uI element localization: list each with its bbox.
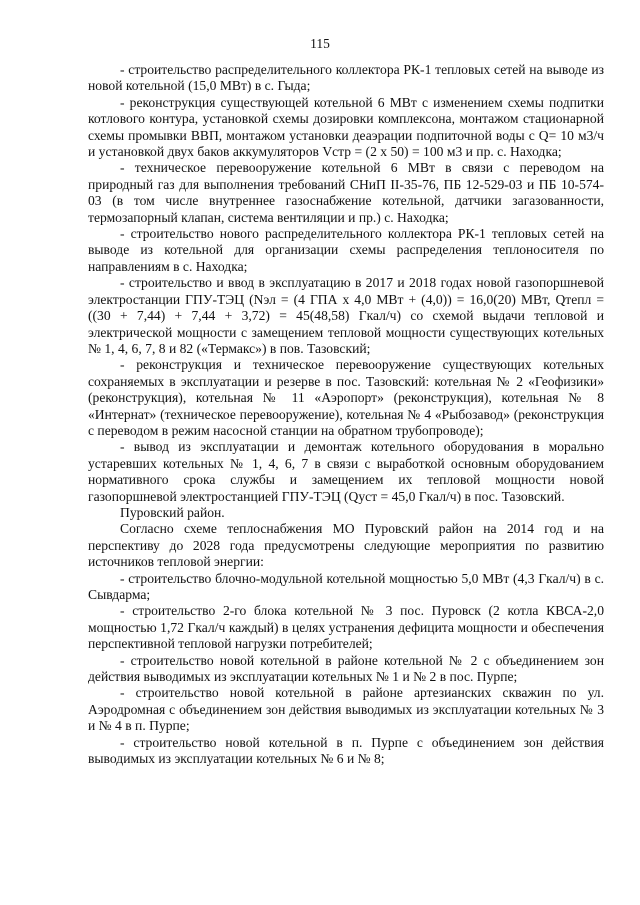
paragraph-14: - строительство новой котельной в п. Пурпе с объединением зон действия выводимых из эксплуатации котельных № 6 и № 8;	[88, 734, 604, 767]
paragraph-5: - строительство и ввод в эксплуатацию в 2017 и 2018 годах новой газопоршневой электростанции ГПУ-ТЭЦ (Nэл = (4 ГПА х 4,0 МВт + (4,0)) = 16,0(20) МВт, Qтепл = ((30 + 7,44) + 7,44 + 3,72) = 45(48,58) Гкал/ч) со схемой выдачи тепловой и электрической мощности с замещением тепловой мощности существующих котельных № 1, 4, 6, 7, 8 и 82 («Термакс») в пов. Тазовский;	[88, 275, 604, 356]
page-number: 115	[310, 36, 330, 51]
paragraph-13: - строительство новой котельной в районе артезианских скважин по ул. Аэродромная с объединением зон действия выводимых из эксплуатации котельных № 3 и № 4 в п. Пурпе;	[88, 685, 604, 734]
paragraph-11: - строительство 2-го блока котельной № 3 пос. Пуровск (2 котла КВСА-2,0 мощностью 1,72 Гкал/ч каждый) в целях устранения дефицита мощности и обеспечения перспективной тепловой нагрузки потребителей;	[88, 603, 604, 652]
paragraph-1: - строительство распределительного коллектора РК-1 тепловых сетей на выводе из новой котельной (15,0 МВт) в с. Гыда;	[88, 62, 604, 94]
document-body	[88, 62, 604, 767]
paragraph-9: Согласно схеме теплоснабжения МО Пуровский район на 2014 год и на перспективу до 2028 года предусмотрены следующие мероприятия по развитию источников тепловой энергии:	[88, 521, 604, 570]
paragraph-4: - строительство нового распределительного коллектора РК-1 тепловых сетей на выводе из котельной для организации схемы распределения теплоносителя по направлениям в с. Находка;	[88, 226, 604, 274]
paragraph-6: - реконструкция и техническое перевооружение существующих котельных сохраняемых в эксплуатации и резерве в пос. Тазовский: котельная № 2 «Геофизики» (реконструкция), котельная № 11 «Аэропорт» (реконструкция), котельная № 8 «Интернат» (техническое перевооружение), котельная № 4 «Рыбозавод» (реконструкция с переводом в режим насосной станции на обратном трубопроводе);	[88, 357, 604, 438]
paragraph-2: - реконструкция существующей котельной 6 МВт с изменением схемы подпитки котлового контура, установкой схемы дозировки комплексона, монтажом стационарной схемы промывки ВВП, монтажом установки деаэрации подпиточной воды с Q= 10 м3/ч и установкой двух баков аккумуляторов Vстр = (2 х 50) = 100 м3 и пр. с. Находка;	[88, 94, 604, 160]
paragraph-12: - строительство новой котельной в районе котельной № 2 с объединением зон действия выводимых из эксплуатации котельных № 1 и № 2 в пос. Пурпе;	[88, 652, 604, 685]
paragraph-3: - техническое перевооружение котельной 6 МВт в связи с переводом на природный газ для выполнения требований СНиП II-35-76, ПБ 12-529-03 и ПБ 10-574-03 (в том числе внутреннее газоснабжение котельной, датчики загазованности, термозапорный клапан, система вентиляции и пр.) с. Находка;	[88, 160, 604, 225]
paragraph-7: - вывод из эксплуатации и демонтаж котельного оборудования в морально устаревших котельных № 1, 4, 6, 7 в связи с выработкой основным оборудованием нормативного срока службы и замещением их тепловой мощности новой газопоршневой электростанцией ГПУ-ТЭЦ (Qуст = 45,0 Гкал/ч) в пос. Тазовский.	[88, 439, 604, 504]
section-heading: Пуровский район.	[120, 504, 225, 520]
paragraph-10: - строительство блочно-модульной котельной мощностью 5,0 МВт (4,3 Гкал/ч) в с. Сывдарма;	[88, 570, 604, 602]
